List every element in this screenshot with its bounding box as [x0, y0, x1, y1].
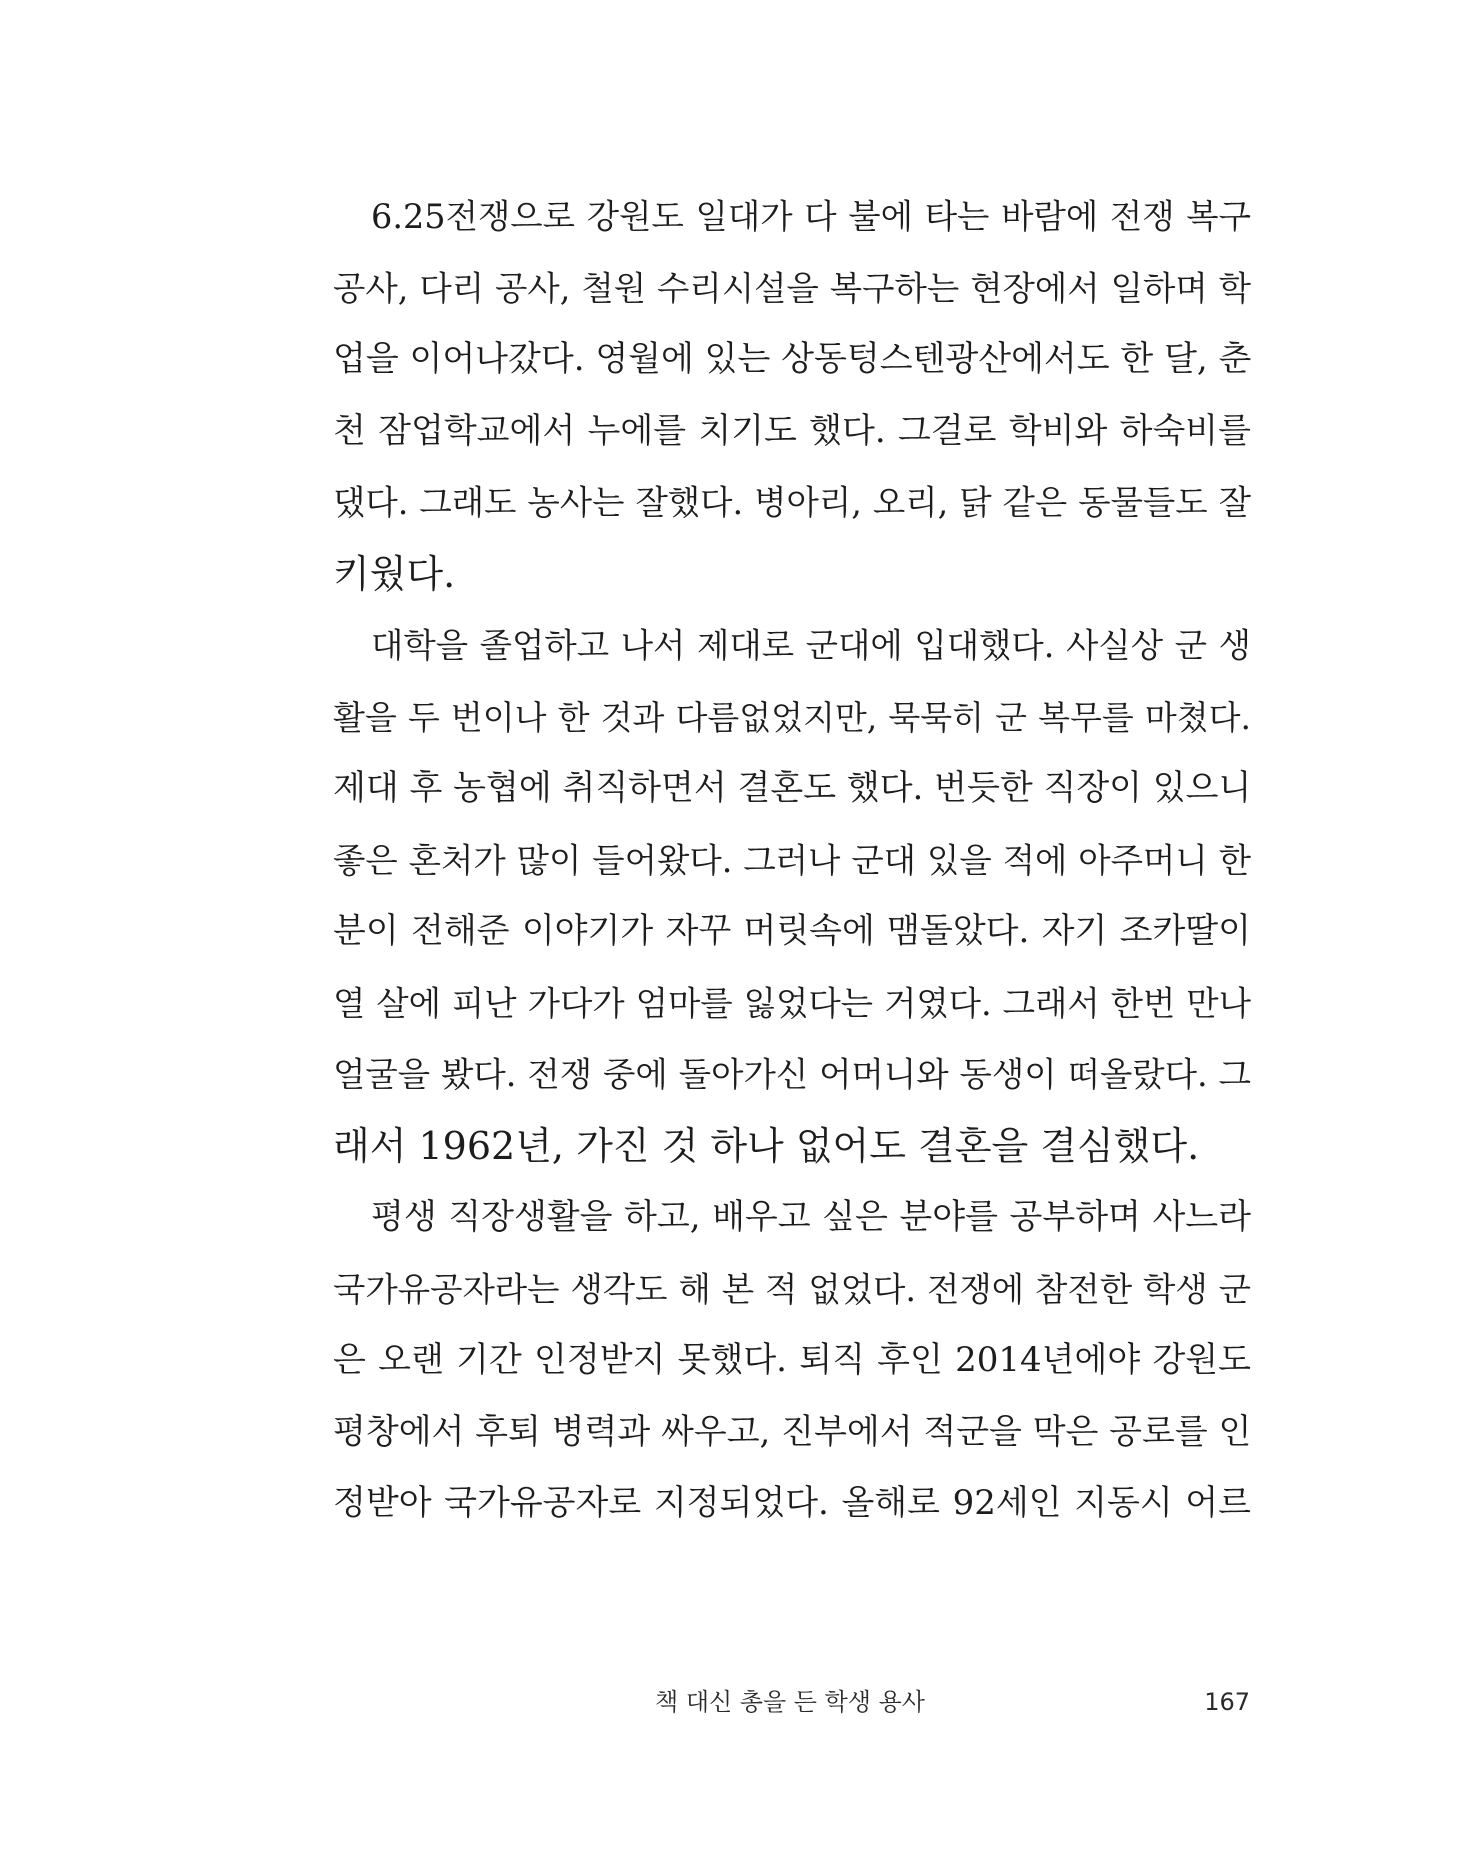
page-number: 167: [1204, 1688, 1250, 1716]
text-line: 공사, 다리 공사, 철원 수리시설을 복구하는 현장에서 일하며 학: [333, 268, 1251, 308]
text-line: 열 살에 피난 가다가 엄마를 잃었다는 거였다. 그래서 한번 만나: [333, 983, 1251, 1023]
text-line: 6.25전쟁으로 강원도 일대가 다 불에 타는 바람에 전쟁 복구: [371, 197, 1251, 236]
text-line: 활을 두 번이나 한 것과 다름없었지만, 묵묵히 군 복무를 마쳤다.: [333, 697, 1251, 737]
paragraph-1: [333, 181, 1251, 610]
text-line: 천 잠업학교에서 누에를 치기도 했다. 그걸로 학비와 하숙비를: [333, 410, 1251, 451]
text-line: 정받아 국가유공자로 지정되었다. 올해로 92세인 지동시 어르: [333, 1483, 1251, 1523]
text-line: 은 오랜 기간 인정받지 못했다. 퇴직 후인 2014년에야 강원도: [333, 1340, 1251, 1380]
text-line: 대학을 졸업하고 나서 제대로 군대에 입대했다. 사실상 군 생: [371, 626, 1251, 665]
text-line: 키웠다.: [333, 551, 456, 596]
text-line: 댔다. 그래도 농사는 잘했다. 병아리, 오리, 닭 같은 동물들도 잘: [333, 483, 1251, 522]
text-line: 좋은 혼처가 많이 들어왔다. 그러나 군대 있을 적에 아주머니 한: [333, 840, 1251, 880]
text-line: 국가유공자라는 생각도 해 본 적 없었다. 전쟁에 참전한 학생 군: [333, 1269, 1251, 1309]
text-line: 평창에서 후퇴 병력과 싸우고, 진부에서 적군을 막은 공로를 인: [333, 1411, 1252, 1452]
text-line: 평생 직장생활을 하고, 배우고 싶은 분야를 공부하며 사느라: [371, 1197, 1251, 1237]
running-footer-title: 책 대신 총을 든 학생 용사: [655, 1688, 925, 1716]
text-line: 제대 후 농협에 취직하면서 결혼도 했다. 번듯한 직장이 있으니: [333, 768, 1252, 808]
text-line: 얼굴을 봤다. 전쟁 중에 돌아가신 어머니와 동생이 떠올랐다. 그: [333, 1055, 1251, 1094]
text-line: 래서 1962년, 가진 것 하나 없어도 결혼을 결심했다.: [333, 1123, 1200, 1168]
paragraph-3: [333, 1182, 1251, 1540]
text-line: 분이 전해준 이야기가 자꾸 머릿속에 맴돌았다. 자기 조카딸이: [333, 911, 1251, 951]
paragraph-2: [333, 610, 1251, 1182]
text-line: 업을 이어나갔다. 영월에 있는 상동텅스텐광산에서도 한 달, 춘: [333, 339, 1252, 379]
body-text: [333, 181, 1251, 1540]
